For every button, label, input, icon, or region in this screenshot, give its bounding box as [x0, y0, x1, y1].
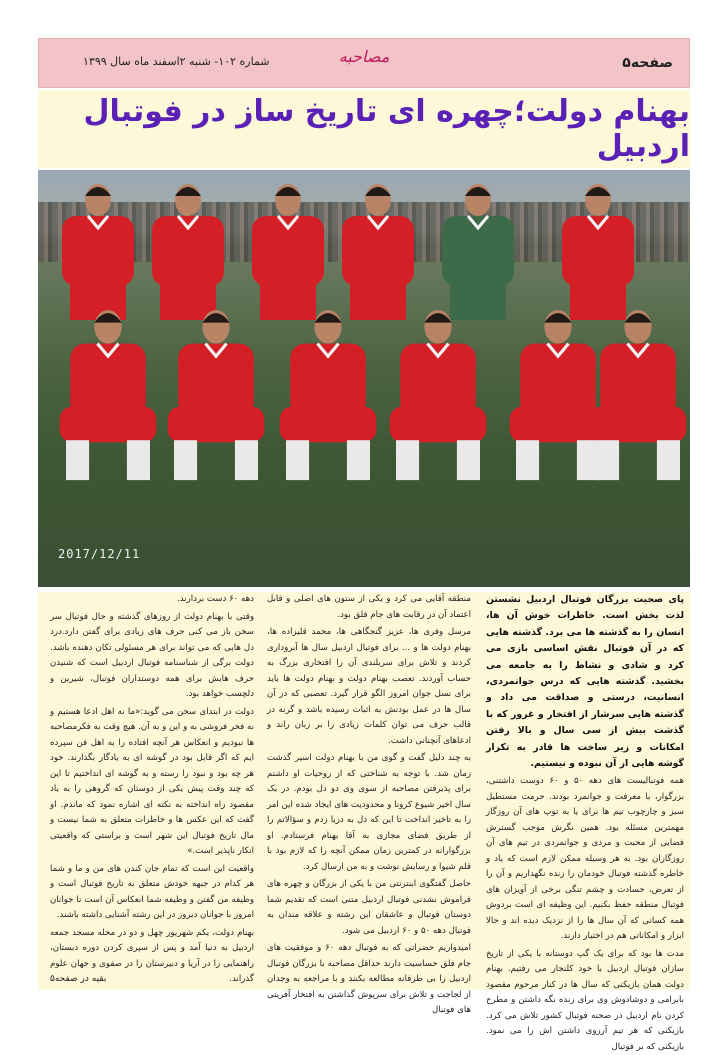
photo-date-stamp: 2017/12/11 — [58, 547, 141, 561]
continued-note: بقیه در صفحه۵ — [50, 974, 107, 984]
page-number: صفحه۵ — [622, 55, 673, 71]
player-figure — [280, 310, 377, 480]
newspaper-page — [38, 38, 690, 1052]
article-body — [38, 592, 690, 1052]
player-figure — [62, 184, 134, 320]
player-figure — [252, 184, 324, 320]
team-figures — [38, 170, 690, 587]
paragraph: به چند دلیل گفت و گوی من با بهنام دولت اسیر گذشت زمان شد. با توجه به شناختی که از روحیات او داشتم برای پذیرفتن مصاحبه از سوی وی دو دل بودم. در یک سال اخیر شیوع کرونا و محدودیت های ایجاد شده این امر را به تاخیر انداخت تا این که دل به دریا زدم و سؤالاتم را از طریق فضای مجازی به آقا بهنام فرستادم. او بزرگوارانه در کمترین زمان ممکن آنچه را که لازم بود با قلم شیوا و رسایش نوشت و به من ارسال کرد. — [267, 753, 471, 872]
player-figure — [152, 184, 224, 320]
player-figure — [562, 184, 634, 320]
paragraph: امیدواریم حضراتی که به فوتبال دهه ۶۰ و موفقیت های جام فلق حساسیت دارند حداقل مصاحبه با بزرگان فوتبال اردبیل را بی طرفانه مطالعه بکنند و با مراجعه به وجدان از لجاجت و تلاش برای سرپوش گذاشتن به افتخار آفرینی های فوتبال — [267, 943, 471, 1015]
player-figure — [342, 184, 414, 320]
player-figure — [168, 310, 265, 480]
front-row-players — [60, 310, 687, 480]
page-header — [38, 38, 690, 88]
player-figure — [442, 184, 514, 320]
headline: بهنام دولت؛چهره ای تاریخ ساز در فوتبال اردبیل — [83, 94, 690, 164]
player-figure — [510, 310, 607, 480]
section-label: مصاحبه — [338, 47, 390, 66]
paragraph: بهنام دولت، یکم شهریور چهل و دو در محله مسجد جمعه اردبیل به دنیا آمد و پس از سپری کردن دوره دبستان، راهنمایی را در آریا و دبیرستان را در صفوی و جهان علوم گذراند. — [50, 927, 254, 984]
player-figure — [590, 310, 687, 480]
paragraph: منطقه آقایی می کرد و یکی از ستون های اصلی و قابل اعتماد آن در رقابت های جام فلق بود. — [267, 594, 471, 620]
issue-line: شماره ۱۰۲- شنبه ۲اسفند ماه سال ۱۳۹۹ — [83, 55, 270, 68]
paragraph: وقتی با بهنام دولت از روزهای گذشته و حال فوتبال سر سخن باز می کنی حرف های زیادی برای گفتن دارد.درد دل هایی که می تواند برای هر مسئولی تکان دهنده باشد. دولت برگی از شناسنامه فوتبال اردبیل است که شنیدن حرف هایش برای همه دوستداران فوتبال، شیرین و دلچسب خواهد بود. — [50, 611, 254, 699]
column-left — [50, 592, 254, 982]
headline-band — [38, 90, 690, 168]
lead-paragraph: پای صحبت بزرگان فوتبال اردبیل نشستن لذت بخش است. خاطرات خوش آن ها، انسان را به گذشته ها می برد. گذشته هایی که در آن فوتبال نقش اساسی بازی می کرد و شادی و نشاط را به جامعه می بخشید. گذشته هایی که درس جوانمردی، انسانیت، درستی و صداقت می داد و گذشته هایی سرشار از افتخار و غرور که با گذشت بیش از سی سال و بالا رفتن امکانات و زیر ساخت ها قادر به تکرار گوشه هایی از آن نبوده و نیستیم. — [486, 594, 684, 770]
paragraph: دهه ۶۰ دست بردارند. — [177, 594, 254, 604]
paragraph: واقعیت این است که تمام جان کندن های من و ما و شما هر کدام در جبهه خودش متعلق به تاریخ فوتبال است و وظیفه من گفتن و وظیفه شما انعکاس آن است تا جوانان امروز با جوانان دیروز در این رشته آشنایی داشته باشند. — [50, 863, 254, 920]
player-figure — [390, 310, 487, 480]
paragraph: دولت در ابتدای سخن می گوید:«ما نه اهل ادعا هستیم و نه فخر فروشی به و این و به آن. هیچ وقت به فکرمصاحبه ها نبودیم و انعکاس هر آنچه افتاده را به اهل فن سپرده ایم که اگر قابل بود در گوشه ای به یادگار بگذارند. خود هر چه بود و نبود را رسته و به گوشه ای انداختیم تا این که چند وقت پیش یکی از دوستان که گروهی را به یاد مقصود راه انداخته به نکته ای اشاره نمود که ماندم. او گفت که این عکس ها و خاطرات متعلق به شما نیست و مال تاریخ فوتبال این شهر است و براستی که واقعیتی انکار ناپذیر است.» — [50, 706, 254, 856]
team-photo — [38, 170, 690, 587]
column-right — [486, 592, 684, 1052]
paragraph: مدت ها بود که برای یک گپ دوستانه با یکی از تاریخ سازان فوتبال اردبیل با خود کلنجار می رفتیم. بهنام دولت همان بازیکنی که سال ها در کنار مرحوم مقصود بابرامی و دوشادوش وی برای زنده نگه داشتن و مطرح کردن نام اردبیل در صحنه فوتبال کشور تلاش می کرد. بازیکنی که هر تیم آرزوی داشتن اش را می نمود. بازیکنی که بر فوتبال — [486, 948, 684, 1052]
paragraph: همه فوتبالیست های دهه ۵۰ و ۶۰ دوست داشتنی، بزرگوار، با معرفت و جوانمرد بودند. حرمت مستطیل سبز و چارچوب تیم ها برای یا به توپ های آن روزگار مهمترین مسئله بود. همین نگرش موجب گسترش فضایی از محبت و مردی و جوانمردی در تیم های آن روزگاران بود. به هر وسیله ممکن لازم است که یاد و خاطره گذشته فوتبال خودمان را زنده نگهداریم و آن را از تعرض، حسادت و چشم تنگی برخی از آویزان های فوتبال منطقه حفظ بکنیم. این وظیفه ای است بردوش همه کسانی که آن سال ها را از نزدیک دیده اند و حالا ابزار و امکاناتی هم در اختیار دارند. — [486, 776, 684, 942]
paragraph: حاصل گفتگوی اینترنتی من با یکی از بزرگان و چهره های فراموش نشدنی فوتبال اردبیل متنی است که تقدیم شما دوستان فوتبال و عاشقان این رشته و علاقه مندان به فوتبال دهه ۵۰ و ۶۰ اردبیل می شود. — [267, 879, 471, 936]
paragraph: مرسل وفری ها، عزیز گنجگاهی ها، محمد قلیزاده ها، بهنام دولت ها و ... برای فوتبال اردبیل سال ها آبروداری کردند و تلاش برای سربلندی آن را افتخاری بزرگ به حساب آوردند. تعصب بهنام دولت و بهنام دولت ها باید برای نسل جوان امروز الگو قرار گیرد. تعصبی که در آن سال ها در عمل بودنش به اثبات رسیده باشد و گرنه در قالب حرف می توان کلمات زیادی را بر زبان راند و ادعاهای آنچنانی داشت. — [267, 627, 471, 746]
player-figure — [60, 310, 157, 480]
back-row-players — [62, 184, 634, 320]
column-middle — [267, 592, 471, 1015]
